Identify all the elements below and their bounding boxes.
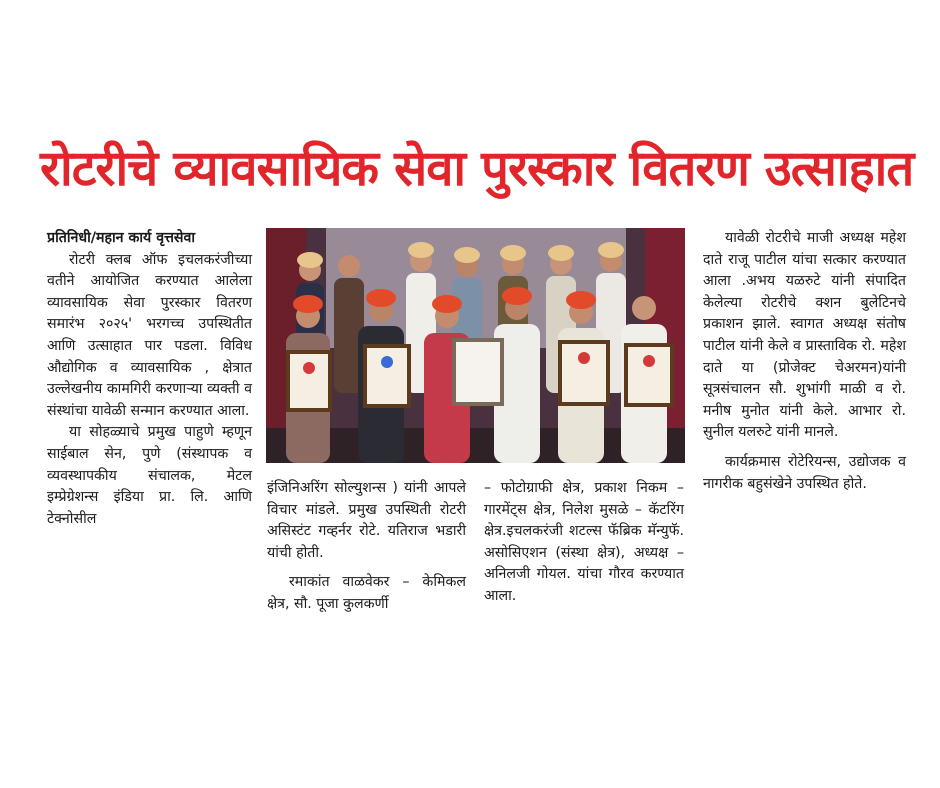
article-paragraph: रोटरी क्लब ऑफ इचलकरंजीच्या वतीने आयोजित करण्यात आलेला व्यावसायिक सेवा पुरस्कार वितरण समारंभ २०२५' भरगच्च उपस्थितीत आणि उत्साहात पार पडला. विविध औद्योगिक व व्यावसायिक , क्षेत्रात उल्लेखनीय कामगिरी करणाऱ्या व्यक्ती व संस्थांचा यावेळी सन्मान करण्यात आला. bbox=[47, 251, 252, 419]
article-column-2 bbox=[267, 478, 466, 616]
article-paragraph: – फोटोग्राफी क्षेत्र, प्रकाश निकम – गारमेंट्स क्षेत्र, निलेश मुसळे – कॅटरिंग क्षेत्र.इचलकरंजी शटल्स फॅब्रिक मॅन्युफॅ. असोसिएशन (संस्था क्षेत्र), अध्यक्ष – अनिलजी गोयल. यांचा गौरव करण्यात आला. bbox=[484, 480, 684, 604]
article-paragraph: यावेळी रोटरीचे माजी अध्यक्ष महेश दाते राजू पाटील यांचा सत्कार करण्यात आला .अभय यळरुटे यांनी संपादित केलेल्या रोटरीचे क्शन बुलेटिनचे प्रकाशन झाले. स्वागत अध्यक्ष संतोष पाटील यांनी केले व प्रास्ताविक रो. महेश दाते या (प्रोजेक्ट चेअरमन)यांनी सूत्रसंचालन सौ. शुभांगी माळी व रो. मनीष मुनोत यांनी केले. आभार रो. सुनील यलरुटे यांनी मानले. bbox=[703, 230, 906, 441]
article-column-3 bbox=[484, 478, 684, 608]
article-paragraph: इंजिनिअरिंग सोल्युशन्स ) यांनी आपले विचार मांडले. प्रमुख उपस्थिती रोटरी असिस्टंट गव्हर्नर रोटे. यतिराज भडारी यांची होती. bbox=[267, 480, 466, 561]
article-paragraph: रमाकांत वाळवेकर – केमिकल क्षेत्र, सौ. पूजा कुलकर्णी bbox=[267, 574, 466, 612]
article-paragraph: या सोहळ्याचे प्रमुख पाहुणे म्हणून साईबाल सेन, पुणे (संस्थापक व व्यवस्थापकीय संचालक, मेटल इम्प्रेग्रेशन्स इंडिया प्रा. लि. आणि टेक्नोसील bbox=[47, 424, 252, 527]
article-column-4 bbox=[703, 228, 906, 495]
award-ceremony-photo bbox=[266, 228, 685, 463]
byline: प्रतिनिधी/महान कार्य वृत्तसेवा bbox=[47, 230, 196, 246]
photo-illustration bbox=[266, 228, 685, 463]
headline: रोटरीचे व्यावसायिक सेवा पुरस्कार वितरण उत्साहात bbox=[40, 140, 914, 197]
article-column-1 bbox=[47, 228, 252, 530]
article-paragraph: कार्यक्रमास रोटेरियन्स, उद्योजक व नागरीक बहुसंखेने उपस्थित होते. bbox=[703, 453, 906, 492]
